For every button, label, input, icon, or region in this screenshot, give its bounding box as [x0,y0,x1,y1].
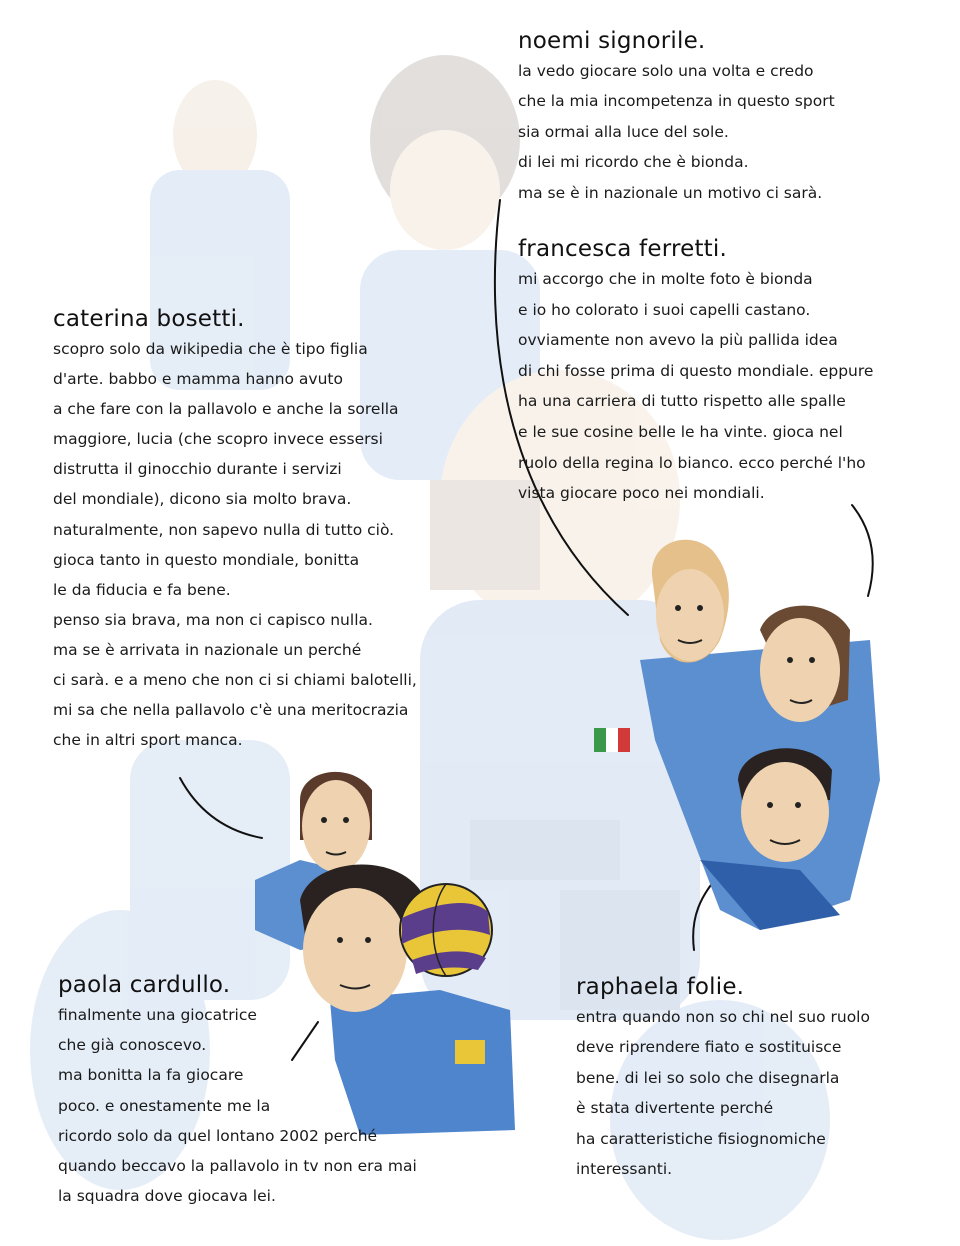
entry-line: gioca tanto in questo mondiale, bonitta [53,550,360,569]
entry-raphaela-folie [576,974,870,1184]
entry-line: di lei mi ricordo che è bionda. [518,153,749,172]
entry-paola-cardullo [58,972,417,1211]
entry-line: che già conoscevo. [58,1036,207,1055]
entry-line: ruolo della regina lo bianco. ecco perché l'ho [518,453,866,472]
entry-line: la squadra dove giocava lei. [58,1187,276,1206]
entry-line: penso sia brava, ma non ci capisco nulla. [53,610,373,629]
entry-line: ci sarà. e a meno che non ci si chiami balotelli, [53,671,417,690]
entry-line: ma bonitta la fa giocare [58,1066,244,1085]
entry-line: ha caratteristiche fisiognomiche [576,1129,826,1148]
entry-line: la vedo giocare solo una volta e credo [518,62,814,80]
entry-line: finalmente una giocatrice [58,1006,257,1024]
entry-line: è stata divertente perché [576,1099,774,1118]
entry-line: che la mia incompetenza in questo sport [518,92,835,111]
entry-title: caterina bosetti. [53,306,245,332]
entry-line: ovviamente non avevo la più pallida idea [518,331,838,350]
portrait-raphaela [738,748,832,862]
entry-body [576,1002,870,1184]
entry-line: che in altri sport manca. [53,731,243,750]
entry-line: quando beccavo la pallavolo in tv non era mai [58,1157,417,1176]
entry-line: distrutta il ginocchio durante i servizi [53,460,342,479]
entry-line: sia ormai alla luce del sole. [518,122,729,141]
entry-francesca-ferretti [518,236,873,509]
entry-line: mi sa che nella pallavolo c'è una meritocrazia [53,701,409,720]
entry-line: di chi fosse prima di questo mondiale. eppure [518,361,874,380]
entry-body [58,1000,417,1211]
portrait-caterina [300,772,372,872]
entry-title: noemi signorile. [518,28,706,54]
entry-line: bene. di lei so solo che disegnarla [576,1068,840,1087]
entry-line: ma se è in nazionale un motivo ci sarà. [518,183,823,202]
entry-line: naturalmente, non sapevo nulla di tutto ciò. [53,520,395,539]
entry-body [518,264,873,509]
entry-line: vista giocare poco nei mondiali. [518,484,765,503]
entry-line: e io ho colorato i suoi capelli castano. [518,300,811,319]
entry-line: le da fiducia e fa bene. [53,580,231,599]
volleyball-icon [400,884,492,976]
entry-line: d'arte. babbo e mamma hanno avuto [53,370,343,389]
entry-line: e le sue cosine belle le ha vinte. gioca nel [518,422,843,441]
entry-line: entra quando non so chi nel suo ruolo [576,1008,870,1026]
entry-noemi-signorile [518,28,835,208]
portrait-noemi [652,540,729,663]
entry-line: deve riprendere fiato e sostituisce [576,1038,842,1057]
entry-line: ma se è arrivata in nazionale un perché [53,640,362,659]
entry-line: maggiore, lucia (che scopro invece essersi [53,430,383,449]
entry-body [53,334,417,755]
entry-line: scopro solo da wikipedia che è tipo figlia [53,340,368,358]
entry-line: mi accorgo che in molte foto è bionda [518,270,813,288]
entry-title: raphaela folie. [576,974,745,1000]
entry-caterina-bosetti [53,306,417,755]
entry-line: poco. e onestamente me la [58,1096,271,1115]
entry-line: ricordo solo da quel lontano 2002 perché [58,1126,378,1145]
entry-title: francesca ferretti. [518,236,727,262]
entry-line: interessanti. [576,1160,673,1179]
entry-line: ha una carriera di tutto rispetto alle spalle [518,392,846,411]
connector-francesca [852,505,873,596]
entry-body [518,56,835,208]
entry-title: paola cardullo. [58,972,231,998]
entry-line: a che fare con la pallavolo e anche la sorella [53,400,399,419]
entry-line: del mondiale), dicono sia molto brava. [53,490,352,509]
